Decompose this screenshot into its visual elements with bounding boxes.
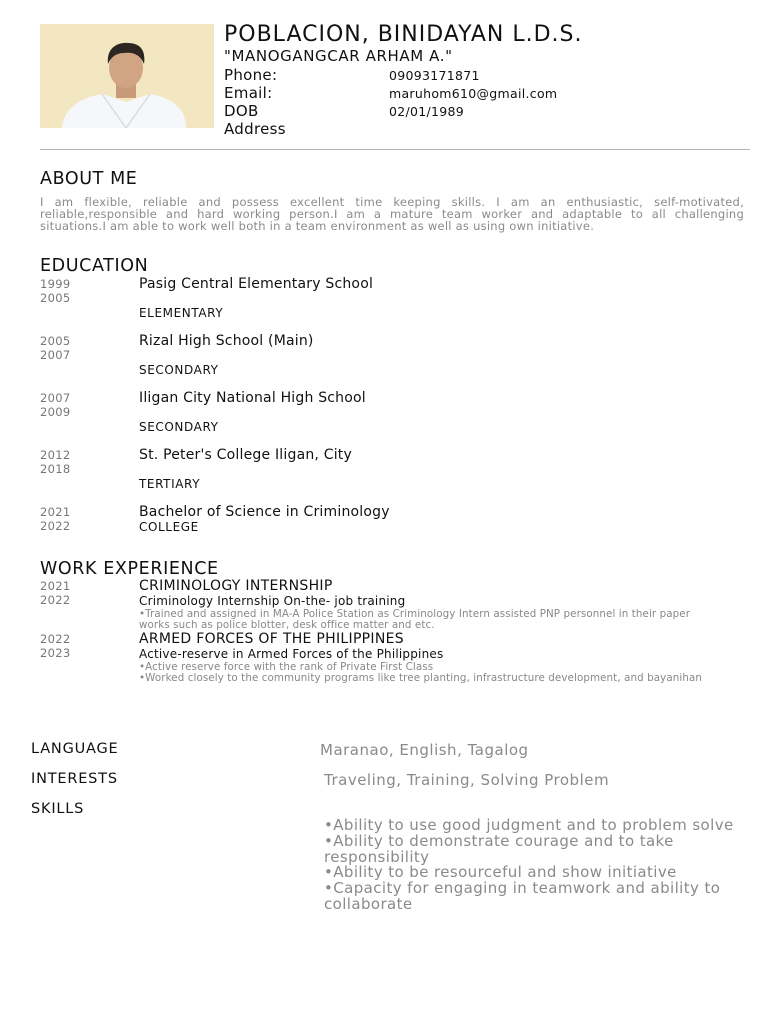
edu-4-end: 2018 <box>40 462 71 476</box>
interests-value: Traveling, Training, Solving Problem <box>324 771 610 789</box>
edu-2-end: 2007 <box>40 348 71 362</box>
work-heading: WORK EXPERIENCE <box>40 559 219 579</box>
language-value: Maranao, English, Tagalog <box>320 741 529 759</box>
edu-4-level: TERTIARY <box>139 477 201 491</box>
about-heading: ABOUT ME <box>40 169 138 189</box>
edu-1-level: ELEMENTARY <box>139 306 224 320</box>
skills-list <box>324 818 744 913</box>
dob-value: 02/01/1989 <box>389 104 465 119</box>
page-title: POBLACION, BINIDAYAN L.D.S. <box>224 22 583 47</box>
skill-item: •Ability to use good judgment and to problem solve <box>324 816 734 834</box>
email-value: maruhom610@gmail.com <box>389 86 558 101</box>
skills-label: SKILLS <box>31 801 85 817</box>
header-divider <box>40 149 750 150</box>
skill-item: •Capacity for engaging in teamwork and ability to collaborate <box>324 879 721 913</box>
phone-label: Phone: <box>224 66 278 84</box>
work-1-end: 2022 <box>40 593 71 607</box>
edu-2-school: Rizal High School (Main) <box>139 333 314 349</box>
phone-value: 09093171871 <box>389 68 480 83</box>
edu-3-school: Iligan City National High School <box>139 390 366 406</box>
interests-label: INTERESTS <box>31 771 118 787</box>
edu-2-level: SECONDARY <box>139 363 219 377</box>
work-2-end: 2023 <box>40 646 71 660</box>
edu-5-start: 2021 <box>40 505 71 519</box>
edu-2-start: 2005 <box>40 334 71 348</box>
work-1-title: CRIMINOLOGY INTERNSHIP <box>139 578 333 594</box>
education-heading: EDUCATION <box>40 256 149 276</box>
work-2-desc-1: •Active reserve force with the rank of Private First Class <box>139 661 434 673</box>
edu-5-end: 2022 <box>40 519 71 533</box>
work-2-role: Active-reserve in Armed Forces of the Philippines <box>139 647 444 661</box>
dob-label: DOB <box>224 102 259 120</box>
skill-item: •Ability to be resourceful and show initiative <box>324 863 677 882</box>
language-label: LANGUAGE <box>31 741 119 757</box>
skill-item: •Ability to demonstrate courage and to take responsibility <box>324 831 674 866</box>
work-1-role: Criminology Internship On-the- job training <box>139 594 406 608</box>
work-2-start: 2022 <box>40 632 71 646</box>
work-2-title: ARMED FORCES OF THE PHILIPPINES <box>139 631 404 647</box>
email-label: Email: <box>224 84 273 102</box>
edu-1-school: Pasig Central Elementary School <box>139 276 374 292</box>
about-text: I am flexible, reliable and possess excellent time keeping skills. I am an enthusiastic, self-motivated, reliable,responsible and hard working person.I am a mature team worker and adaptable to all challenging situations.I am able to work well both in a team environment as well as using own initiative. <box>40 195 744 233</box>
edu-5-level: COLLEGE <box>139 520 199 534</box>
edu-4-school: St. Peter's College Iligan, City <box>139 447 352 463</box>
work-2-desc-2: •Worked closely to the community programs like tree planting, infrastructure development, and bayanihan <box>139 672 703 684</box>
edu-5-school: Bachelor of Science in Criminology <box>139 504 390 520</box>
full-name: "MANOGANGCAR ARHAM A." <box>224 47 453 65</box>
edu-4-start: 2012 <box>40 448 71 462</box>
profile-photo <box>40 24 214 128</box>
work-1-start: 2021 <box>40 579 71 593</box>
edu-3-start: 2007 <box>40 391 71 405</box>
address-label: Address <box>224 120 286 138</box>
edu-3-level: SECONDARY <box>139 420 219 434</box>
edu-3-end: 2009 <box>40 405 71 419</box>
work-1-desc: •Trained and assigned in MA-A Police Station as Criminology Intern assisted PNP personnel in their paper works such as police blotter, desk office matter and etc. <box>139 608 691 631</box>
edu-1-start: 1999 <box>40 277 71 291</box>
edu-1-end: 2005 <box>40 291 71 305</box>
